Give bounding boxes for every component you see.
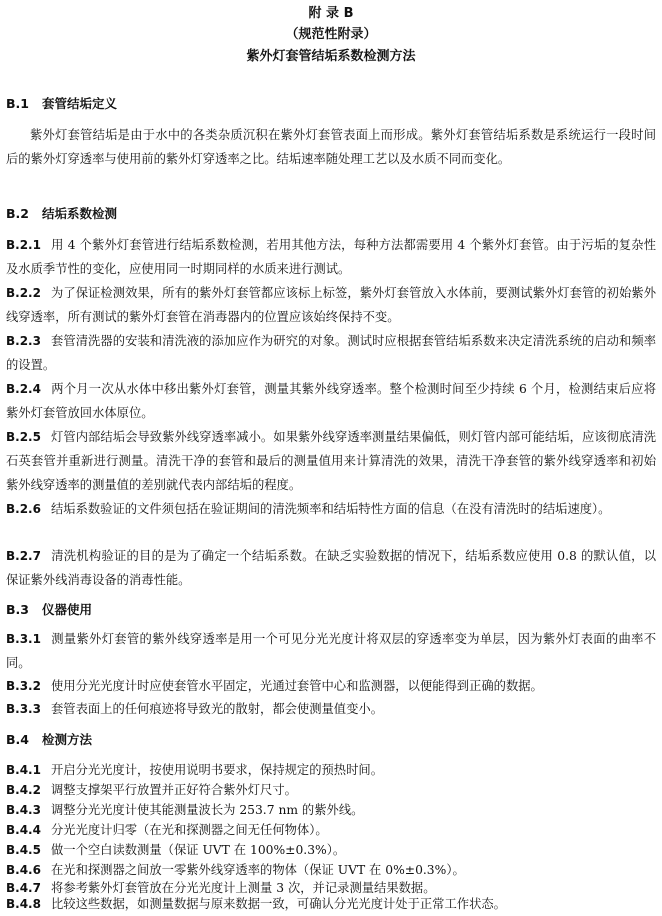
clause-number: B.4.4 — [6, 823, 41, 837]
clause-text: 使用分光光度计时应使套管水平固定，光通过套管中心和监测器，以便能得到正确的数据。 — [50, 679, 543, 693]
section-title: 检测方法 — [42, 732, 93, 747]
clause-number: B.4.8 — [6, 897, 41, 911]
clause-b-2-1 — [6, 233, 656, 281]
clause-number: B.2.3 — [6, 334, 41, 348]
clause-b-2-3 — [6, 329, 656, 377]
clause-text: 两个月一次从水体中移出紫外灯套管，测量其紫外线穿透率。整个检测时间至少持续 6 个月，检测结束后应将紫外灯套管放回水体原位。 — [6, 382, 656, 421]
clause-number: B.3.2 — [6, 679, 41, 693]
clause-number: B.3.3 — [6, 702, 41, 716]
section-number: B.4 — [6, 732, 29, 747]
clause-b-2-6 — [6, 497, 656, 521]
clause-b-3-2 — [6, 674, 656, 698]
clause-number: B.2.5 — [6, 430, 41, 444]
clause-text: 做一个空白读数测量（保证 UVT 在 100%±0.3%）。 — [50, 843, 346, 857]
clause-b-2-2 — [6, 281, 656, 329]
clause-number: B.4.5 — [6, 843, 41, 857]
clause-text: 结垢系数验证的文件须包括在验证期间的清洗频率和结垢特性方面的信息（在没有清洗时的结垢速度）。 — [50, 502, 611, 516]
clause-text: 测量紫外灯套管的紫外线穿透率是用一个可见分光光度计将双层的穿透率变为单层，因为紫外灯表面的曲率不同。 — [6, 632, 656, 671]
section-title: 结垢系数检测 — [42, 206, 118, 221]
appendix-label: 附 录 B — [308, 6, 354, 21]
clause-b-2-5 — [6, 425, 656, 498]
clause-text: 调整分光光度计使其能测量波长为 253.7 nm 的紫外线。 — [50, 803, 364, 817]
clause-number: B.2.4 — [6, 382, 41, 396]
clause-b-3-3 — [6, 697, 656, 721]
clause-number: B.2.6 — [6, 502, 41, 516]
clause-text: 调整支撑架平行放置并正好符合紫外灯尺寸。 — [50, 783, 297, 797]
clause-number: B.3.1 — [6, 632, 41, 646]
clause-text: 用 4 个紫外灯套管进行结垢系数检测，若用其他方法，每种方法都需要用 4 个紫外灯套管。由于污垢的复杂性及水质季节性的变化，应使用同一时期同样的水质来进行测试。 — [6, 238, 656, 277]
paragraph-b1: 紫外灯套管结垢是由于水中的各类杂质沉积在紫外灯套管表面上而形成。紫外灯套管结垢系数是系统运行一段时间后的紫外灯穿透率与使用前的紫外灯穿透率之比。结垢速率随处理工艺以及水质不同而变化。 — [6, 128, 656, 167]
section-number: B.3 — [6, 602, 29, 617]
clause-number: B.4.3 — [6, 803, 41, 817]
clause-text: 套管清洗器的安装和清洗液的添加应作为研究的对象。测试时应根据套管结垢系数来决定清洗系统的启动和频率的设置。 — [6, 334, 656, 373]
clause-text: 分光光度计归零（在光和探测器之间无任何物体）。 — [50, 823, 328, 837]
clause-number: B.4.6 — [6, 863, 41, 877]
clause-text: 清洗机构验证的目的是为了确定一个结垢系数。在缺乏实验数据的情况下，结垢系数应使用 0.8 的默认值，以保证紫外线消毒设备的消毒性能。 — [6, 549, 656, 588]
clause-text: 开启分光光度计，按使用说明书要求，保持规定的预热时间。 — [50, 763, 383, 777]
clause-b-3-1 — [6, 627, 656, 675]
clause-number: B.4.2 — [6, 783, 41, 797]
clause-text: 灯管内部结垢会导致紫外线穿透率减小。如果紫外线穿透率测量结果偏低，则灯管内部可能结垢，应该彻底清洗石英套管并重新进行测量。清洗干净的套管和最后的测量值用来计算清洗的效果，清洗干净套管的紫外线穿透率和初始紫外线穿透率的测量值的差别就代表内部结垢的程度。 — [6, 430, 656, 493]
section-title: 仪器使用 — [42, 602, 93, 617]
clause-text: 比较这些数据，如测量数据与原来数据一致，可确认分光光度计处于正常工作状态。 — [50, 897, 506, 911]
clause-number: B.2.2 — [6, 286, 41, 300]
clause-text: 在光和探测器之间放一零紫外线穿透率的物体（保证 UVT 在 0%±0.3%）。 — [50, 863, 465, 877]
section-heading-b3 — [6, 601, 92, 619]
section-heading-b2 — [6, 205, 117, 223]
clause-text: 套管表面上的任何痕迹将导致光的散射，都会使测量值变小。 — [50, 702, 383, 716]
clause-b-4-8 — [6, 892, 656, 916]
clause-number: B.2.7 — [6, 549, 41, 563]
section-heading-b1 — [6, 95, 117, 113]
section-title: 套管结垢定义 — [42, 96, 118, 111]
clause-number: B.4.1 — [6, 763, 41, 777]
clause-text: 将参考紫外灯套管放在分光光度计上测量 3 次，并记录测量结果数据。 — [50, 881, 436, 895]
clause-text: 为了保证检测效果，所有的紫外灯套管都应该标上标签，紫外灯套管放入水体前，要测试紫外灯套管的初始紫外线穿透率，所有测试的紫外灯套管在消毒器内的位置应该始终保持不变。 — [6, 286, 656, 325]
section-number: B.2 — [6, 206, 29, 221]
document-title: 紫外灯套管结垢系数检测方法 — [246, 49, 416, 64]
section-number: B.1 — [6, 96, 29, 111]
clause-b-2-7 — [6, 544, 656, 592]
appendix-note: （规范性附录） — [285, 27, 377, 42]
clause-b-2-4 — [6, 377, 656, 425]
clause-number: B.2.1 — [6, 238, 41, 252]
section-heading-b4 — [6, 731, 92, 749]
clause-number: B.4.7 — [6, 881, 41, 895]
